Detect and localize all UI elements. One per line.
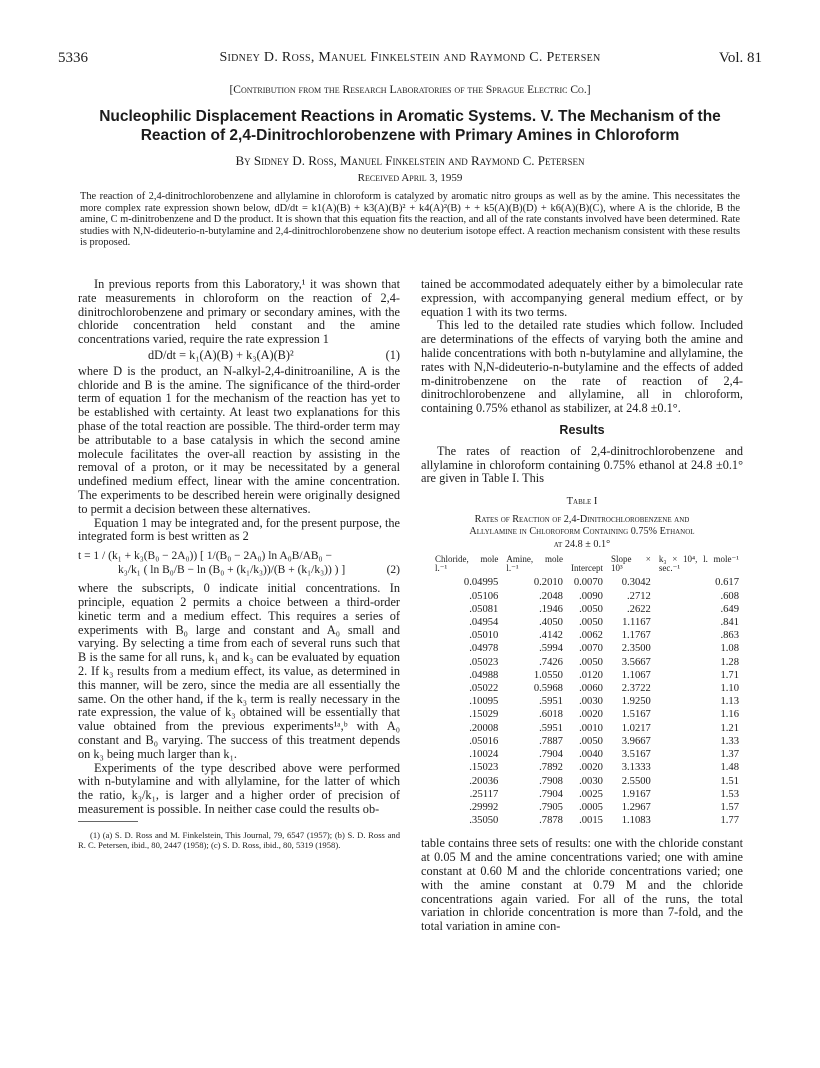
rate-table [431,555,743,827]
table-cell: 1.08 [720,643,739,655]
table-cell: .0025 [579,788,603,800]
article-title: Nucleophilic Displacement Reactions in Aromatic Systems. V. The Mechanism of the Reaction of 2,4-Dinitrochlorobenzene with Primary Amines in Chloroform [99,108,721,144]
table-row [431,788,743,801]
table-cell: .0030 [579,775,603,787]
table-caption-line: at 24.8 ± 0.1° [553,538,611,550]
table-row [431,576,743,589]
abstract: The reaction of 2,4-dinitrochlorobenzene and allylamine in chloroform is catalyzed by aromatic nitro groups as well as by the amine. This necessitates the more complex rate expression shown below, dD/dt = k1(A)(B) + k3(A)(B)² + k4(A)²(B) + + k5(A)(B)(D) + k6(A)(B)(C), where A is the chloride, B the amine, C m-dinitrobenzene and D the product. It is shown that this equation fits the reaction, and all of the rate constants involved have been determined. Rate studies with N,N-dideuterio-n-butylamine and 2,4-dinitrochlorobenzene show no deuterium isotope effect. A reaction mechanism consistent with these results is proposed. [80,191,740,249]
table-cell: .0050 [579,656,603,668]
table-cell: .5994 [539,643,563,655]
table-row [431,748,743,761]
table-cell: .5951 [539,696,563,708]
volume-number: Vol. 81 [718,50,762,66]
table-body [431,576,743,827]
table-row [431,775,743,788]
running-head: Sidney D. Ross, Manuel Finkelstein and Raymond C. Petersen [219,50,601,65]
table-cell: 1.1767 [621,630,651,642]
page-number: 5336 [58,50,88,66]
equation-text: dD/dt = k₁(A)(B) + k₃(A)(B)² [148,347,294,362]
table-cell: .05010 [469,630,499,642]
received-date: Received April 3, 1959 [357,172,463,184]
table-cell: .05106 [469,590,499,602]
table-header-row [431,555,743,576]
table-cell: .7878 [539,815,563,827]
table-row [431,761,743,774]
table-row [431,708,743,721]
table-cell: .608 [720,590,739,602]
column-header: k₃ × 10⁴, l. mole⁻¹ sec.⁻¹ [658,554,739,574]
table-row [431,722,743,735]
table-cell: 1.71 [720,669,739,681]
table-cell: .7904 [539,749,563,761]
table-cell: 1.37 [720,749,739,761]
table-cell: .0090 [579,590,603,602]
table-cell: 2.3722 [621,683,651,695]
table-cell: .0010 [579,722,603,734]
table-caption [421,514,743,552]
table-cell: 1.16 [720,709,739,721]
table-cell: 0.5968 [533,683,563,695]
footnote: (1) (a) S. D. Ross and M. Finkelstein, This Journal, 79, 6547 (1957); (b) S. D. Ross and R. C. Petersen, ibid., 80, 2447 (1958); (c) S. D. Ross, ibid., 80, 5319 (1958). [78,829,400,851]
table-cell: .7426 [539,656,563,668]
table-row [431,695,743,708]
table-cell: .5951 [539,722,563,734]
table-cell: .2048 [539,590,563,602]
table-row [431,642,743,655]
table-cell: .10095 [469,696,499,708]
table-cell: .0070 [579,643,603,655]
table-cell: .35050 [469,815,499,827]
table-title: Table I [566,496,598,508]
equation-line: k₃/k₁ ( ln B₀/B − ln (B₀ + (k₁/k₃))/(B + (k₁/k₃)) ) ] [118,564,346,577]
table-cell: 1.13 [720,696,739,708]
table-cell: .25117 [469,788,499,800]
table-cell: .6018 [539,709,563,721]
table-cell: .0050 [579,735,603,747]
equation-line: t = 1 / (k₁ + k₃(B₀ − 2A₀)) [ 1/(B₀ − 2A₀) ln A₀B/AB₀ − [78,550,332,563]
table-cell: 1.1167 [622,617,651,629]
table-cell: .0015 [579,815,603,827]
column-header: Intercept [570,563,603,574]
table-cell: .1946 [539,603,563,615]
paragraph: where D is the product, an N-alkyl-2,4-dinitroaniline, A is the chloride and B is the amine. The significance of the third-order term of equation 1 for the mechanism of the reaction has yet to be established with certainty. At least two explanations for this phase of the total reaction are possible. The third-order term may be attributable to a base catalysis in which the second amine molecule facilitates the over-all reaction by assisting in the removal of a proton, or it may be necessitated by a general undefined medium effect, linear with the amine concentration. The experiments to be described herein were originally designed to permit a decision between these alternatives. [78,363,400,516]
author-byline: By Sidney D. Ross, Manuel Finkelstein and Raymond C. Petersen [235,153,585,168]
table-cell: 0.3042 [621,577,651,589]
table-cell: .7904 [539,788,563,800]
table-cell: 1.48 [720,762,739,774]
table-row [431,603,743,616]
table-cell: .04954 [469,617,499,629]
table-cell: .0050 [579,603,603,615]
table-cell: .0030 [579,696,603,708]
table-cell: 3.5667 [621,656,651,668]
table-cell: .10024 [469,749,499,761]
table-cell: .05023 [469,656,499,668]
paragraph: The rates of reaction of 2,4-dinitrochlorobenzene and allylamine in chloroform containing 0.75% ethanol at 24.8 ±0.1° are given in Table I. This [421,443,743,486]
paragraph: In previous reports from this Laboratory,¹ it was shown that rate measurements in chloroform on the reaction of 2,4-dinitrochlorobenzene and primary or secondary amines, with the chloride concentration held constant and the amine concentrations varied, require the rate expression 1 [78,277,400,347]
table-cell: 1.9250 [621,696,651,708]
table-cell: .15029 [469,709,499,721]
table-cell: 1.21 [720,722,739,734]
table-row [431,682,743,695]
table-cell: .0005 [579,801,603,813]
table-cell: .04978 [469,643,499,655]
table-cell: .841 [720,617,739,629]
table-cell: .05022 [469,683,499,695]
table-caption-line: Rates of Reaction of 2,4-Dinitrochlorobenzene and [474,513,690,525]
table-cell: .15023 [469,762,499,774]
right-column [421,278,743,934]
table-cell: .4050 [539,617,563,629]
table-row [431,616,743,629]
table-cell: .7892 [539,762,563,774]
table-row [431,590,743,603]
table-cell: 1.28 [720,656,739,668]
table-cell: 1.57 [720,801,739,813]
table-cell: .4142 [539,630,563,642]
table-cell: 1.33 [720,735,739,747]
table-row [431,735,743,748]
table-cell: .7887 [539,735,563,747]
table-cell: 1.0217 [621,722,651,734]
table-cell: .0060 [579,683,603,695]
paragraph: Experiments of the type described above were performed with n-butylamine and with allylamine, for the latter of which the ratio, k₃/k₁, is larger and a higher order of precision of measurement is possible. In neither case could the results ob- [78,760,400,816]
table-cell: 1.1067 [621,669,651,681]
table-cell: 1.5167 [621,709,651,721]
column-header: Amine, mole l.⁻¹ [506,554,563,574]
table-cell: .7908 [539,775,563,787]
column-header: Slope × 10³ [610,554,651,574]
table-cell: 3.5167 [621,749,651,761]
section-heading: Results [559,422,605,437]
equation-number: (1) [385,347,400,362]
table-cell: 0.617 [715,577,739,589]
table-cell: .20008 [469,722,499,734]
paragraph: tained be accommodated adequately either by a bimolecular rate expression, with accompanying general medium effect, or by equation 1 with its two terms. [421,277,743,319]
table-cell: 2.3500 [621,643,651,655]
table-cell: .05016 [469,735,499,747]
table-cell: .29992 [469,801,499,813]
paragraph: where the subscripts, 0 indicate initial concentrations. In principle, equation 2 permits a choice between a third-order kinetic term and a medium effect. This requires a series of experiments with B₀ large and constant and A₀ small and varying. By selecting a time from each of several runs such that B is the same for all runs, k₁ and k₃ can be evaluated by equation 2. If k₃ results from a medium effect, its value, as determined in this manner, will be zero, since the media are all essentially the same. On the other hand, if the k₃ term is really necessary in the rate expression, the value of k₃ obtained will be essentially that value obtained from the previous experiments¹ᵃ,ᵇ with A₀ constant and B₀ varying. The success of this treatment depends on k₃ being much larger than k₁. [78,581,400,761]
table-cell: .0050 [579,617,603,629]
contribution-line: [Contribution from the Research Laboratories of the Sprague Electric Co.] [229,84,591,96]
table-cell: .649 [720,603,739,615]
table-cell: .2622 [627,603,651,615]
table-cell: 0.2010 [533,577,563,589]
table-caption-line: Allylamine in Chloroform Containing 0.75% Ethanol [469,526,695,538]
table-row [431,669,743,682]
table-cell: .0120 [579,669,603,681]
table-row [431,629,743,642]
table-cell: .7905 [539,801,563,813]
table-cell: .0062 [579,630,603,642]
table-row [431,801,743,814]
table-cell: 1.1083 [621,815,651,827]
table-cell: 3.9667 [621,735,651,747]
table-cell: .04988 [469,669,499,681]
table-cell: 3.1333 [621,762,651,774]
column-header: Chloride, mole l.⁻¹ [435,554,499,574]
table-cell: 1.0550 [533,669,563,681]
table-cell: .0020 [579,709,603,721]
table-cell: .0020 [579,762,603,774]
table-cell: .2712 [627,590,651,602]
equation-1 [78,347,400,365]
table-cell: 1.53 [720,788,739,800]
paragraph: table contains three sets of results: one with the chloride constant at 0.05 M and the amine concentrations varied; one with amine constant at 0.60 M and the chloride concentrations varied; one with the amine constant at 0.79 M and the chloride concentrations again varied. For all of the runs, the total variation in chloride concentration is more than 7-fold, and the total variation in amine con- [421,836,743,934]
table-cell: 1.51 [720,775,739,787]
table-row [431,814,743,827]
table-cell: .05081 [469,603,499,615]
table-cell: 1.2967 [621,801,651,813]
table-cell: 2.5500 [621,775,651,787]
equation-number: (2) [386,564,400,577]
table-cell: 0.04995 [463,577,499,589]
table-cell: .863 [720,630,739,642]
table-cell: 0.0070 [573,577,603,589]
table-cell: 1.77 [720,815,739,827]
equation-2 [78,549,400,577]
footnote-divider [78,821,138,822]
left-column [78,278,400,851]
table-row [431,656,743,669]
paragraph: Equation 1 may be integrated and, for the present purpose, the integrated form is best written as 2 [78,515,400,544]
table-cell: 1.9167 [621,788,651,800]
table-cell: 1.10 [720,683,739,695]
table-cell: .0040 [579,749,603,761]
table-cell: .20036 [469,775,499,787]
paragraph: This led to the detailed rate studies which follow. Included are determinations of the effects of varying both the amine and halide concentrations with both n-butylamine and allylamine, the rates with N,N-dideuterio-n-butylamine and the effects of added m-dinitrobenzene on the rate of reaction of 2,4-dinitrochlorobenzene and allylamine, all in chloroform, containing 0.75% ethanol as stabilizer, at 24.8 ±0.1°. [421,318,743,416]
